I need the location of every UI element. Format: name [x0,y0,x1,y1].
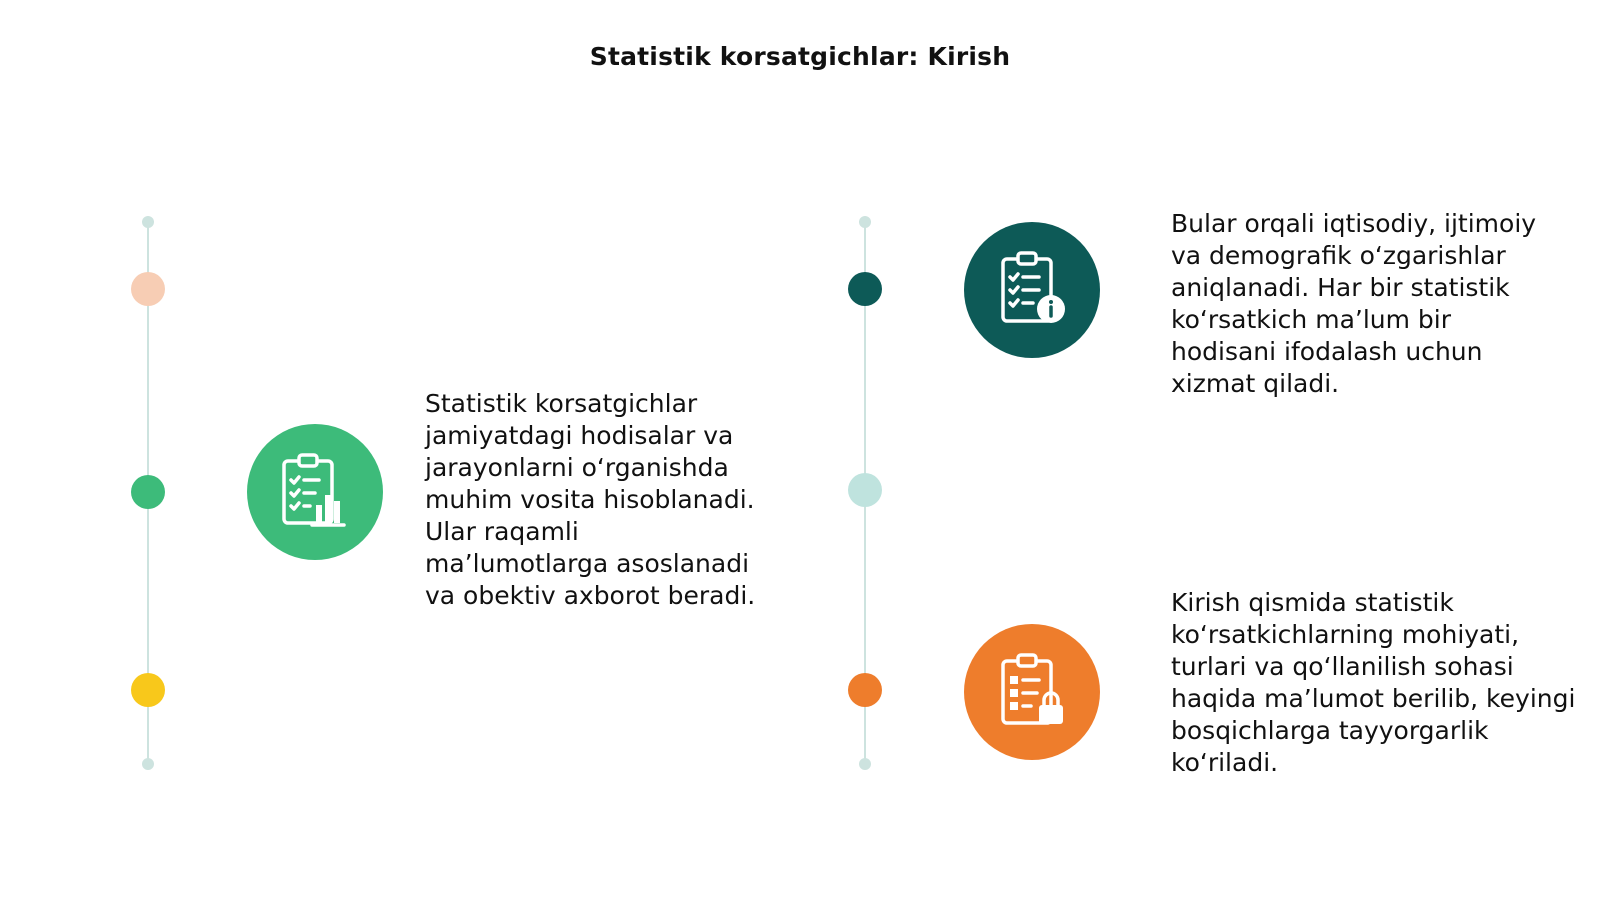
clipboard-chart-icon [247,424,383,560]
clipboard-info-icon [964,222,1100,358]
left-timeline-dot-top [131,272,165,306]
item-2-text: Bular orqali iqtisodiy, ijtimoiy va demografik o‘zgarishlar aniqlanadi. Har bir statistik ko‘rsatkich ma’lum bir hodisani ifodalash uchun xizmat qiladi. [1171,209,1537,398]
right-timeline-dot-top [848,272,882,306]
item-1-text: Statistik korsatgichlar jamiyatdagi hodisalar va jarayonlarni o‘rganishda muhim vosita hisoblanadi. Ular raqamli ma’lumotlarga asoslanadi va obektiv axborot beradi. [425,389,756,610]
left-timeline-dot-middle [131,475,165,509]
left-timeline-cap-top [142,216,154,228]
left-timeline-cap-bottom [142,758,154,770]
right-timeline-dot-bottom [848,673,882,707]
right-timeline-cap-top [859,216,871,228]
item-3-text: Kirish qismida statistik ko‘rsatkichlarning mohiyati, turlari va qo‘llanilish sohasi haqida ma’lumot berilib, keyingi bosqichlarga tayyorgarlik ko‘riladi. [1171,588,1576,777]
page-title: Statistik korsatgichlar: Kirish [589,42,1011,71]
left-timeline-dot-bottom [131,673,165,707]
clipboard-lock-icon [964,624,1100,760]
right-timeline-dot-middle [848,473,882,507]
right-timeline-cap-bottom [859,758,871,770]
